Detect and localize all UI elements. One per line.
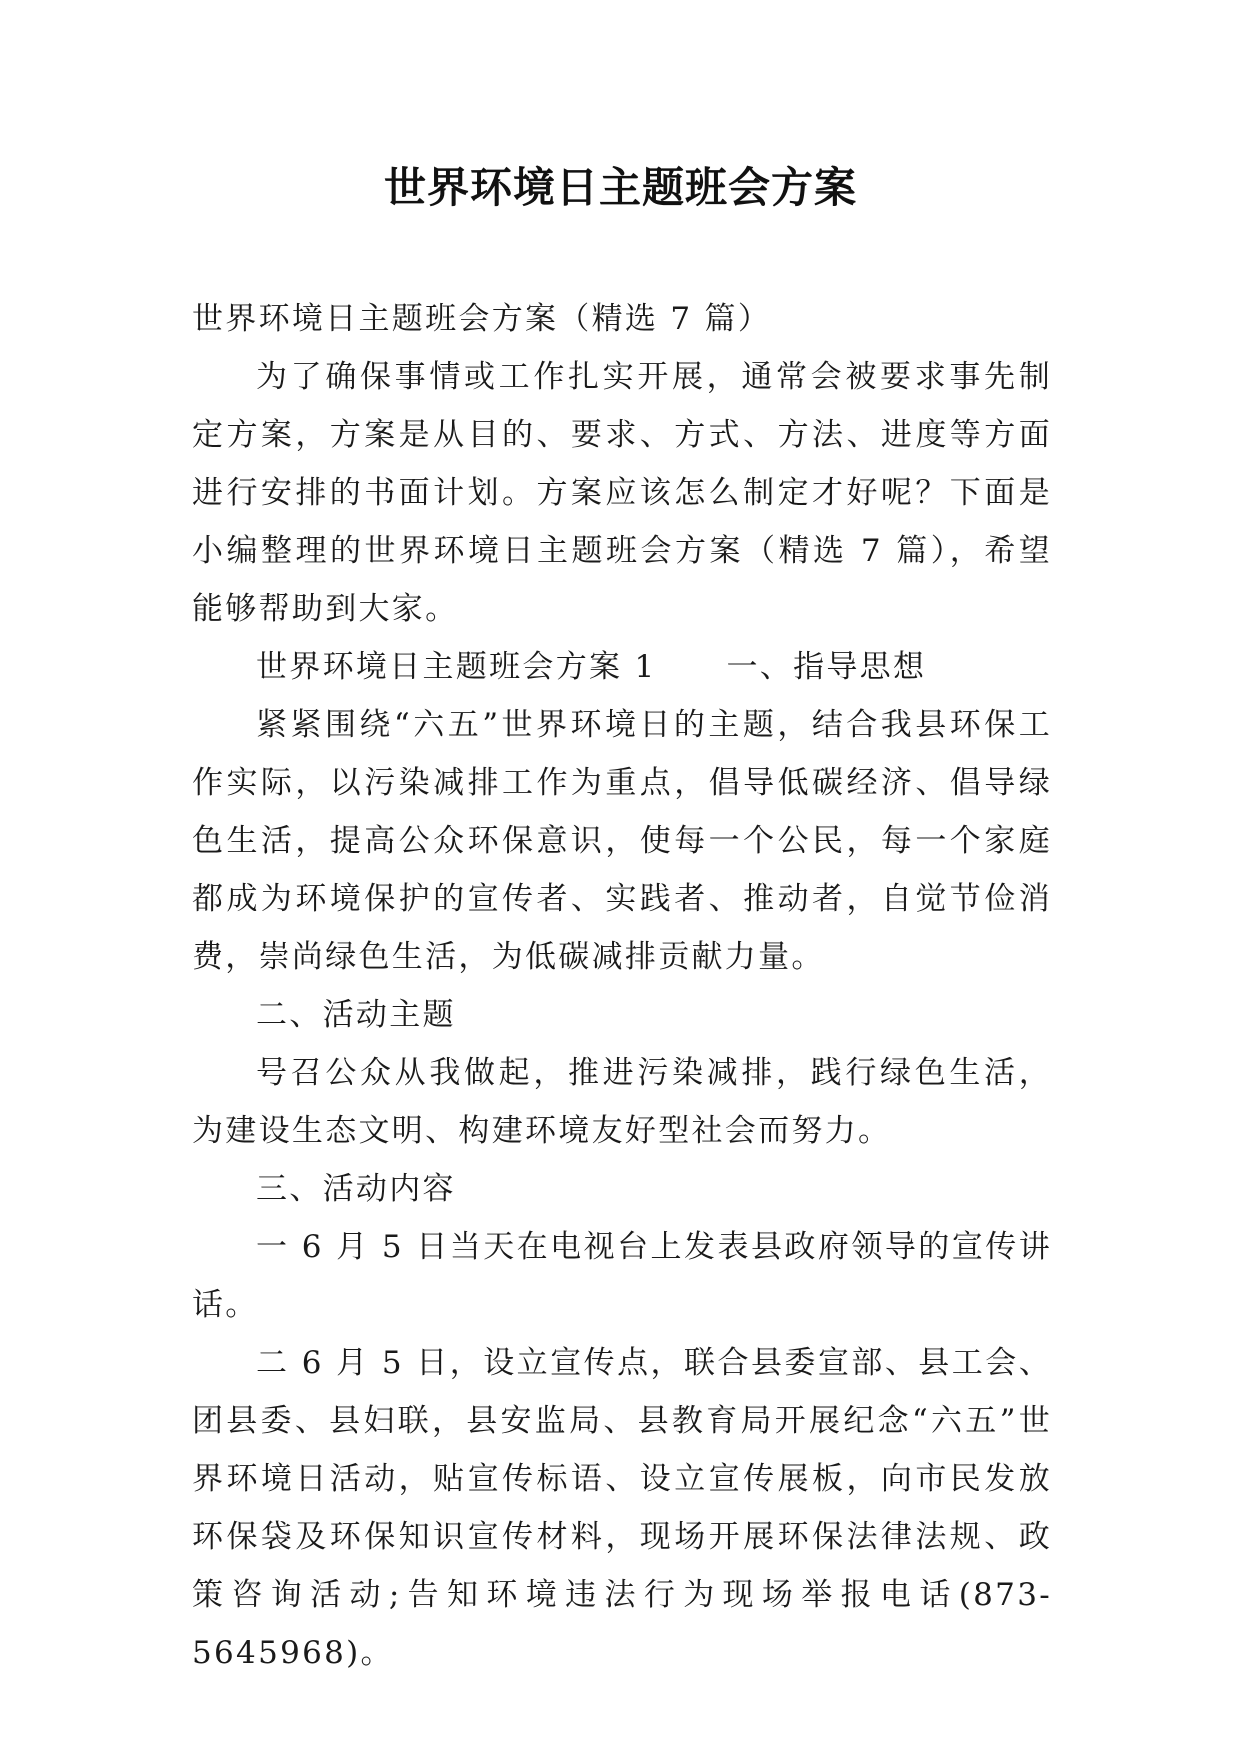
intro-paragraph: 为了确保事情或工作扎实开展，通常会被要求事先制定方案，方案是从目的、要求、方式、方法、进度等方面进行安排的书面计划。方案应该怎么制定才好呢？下面是小编整理的世界环境日主题班会方案（精选 7 篇），希望能够帮助到大家。: [192, 359, 1052, 627]
document-body: [192, 290, 1052, 1682]
theme-paragraph: 号召公众从我做起，推进污染减排，践行绿色生活，为建设生态文明、构建环境友好型社会而努力。: [192, 1055, 1052, 1149]
section-2-heading: 二、活动主题: [256, 997, 456, 1033]
section-1-heading: 一、指导思想: [726, 649, 927, 685]
plan-heading-row: [192, 638, 1052, 696]
content-item-1: 一 6 月 5 日当天在电视台上发表县政府领导的宣传讲话。: [192, 1229, 1052, 1323]
document-subtitle: 世界环境日主题班会方案（精选 7 篇）: [192, 301, 772, 337]
content-item-2: 二 6 月 5 日，设立宣传点，联合县委宣部、县工会、团县委、县妇联，县安监局、县教育局开展纪念“六五”世界环境日活动，贴宣传标语、设立宣传展板，向市民发放环保袋及环保知识宣传材料，现场开展环保法律法规、政策咨询活动;告知环境违法行为现场举报电话(873-5645968)。: [192, 1345, 1052, 1671]
section-3-heading: 三、活动内容: [256, 1171, 456, 1207]
document-title: 世界环境日主题班会方案: [383, 163, 857, 212]
guiding-paragraph: 紧紧围绕“六五”世界环境日的主题，结合我县环保工作实际，以污染减排工作为重点，倡导低碳经济、倡导绿色生活，提高公众环保意识，使每一个公民，每一个家庭都成为环境保护的宣传者、实践者、推动者，自觉节俭消费，崇尚绿色生活，为低碳减排贡献力量。: [192, 707, 1052, 975]
plan-1-heading: 世界环境日主题班会方案 1: [256, 649, 657, 685]
